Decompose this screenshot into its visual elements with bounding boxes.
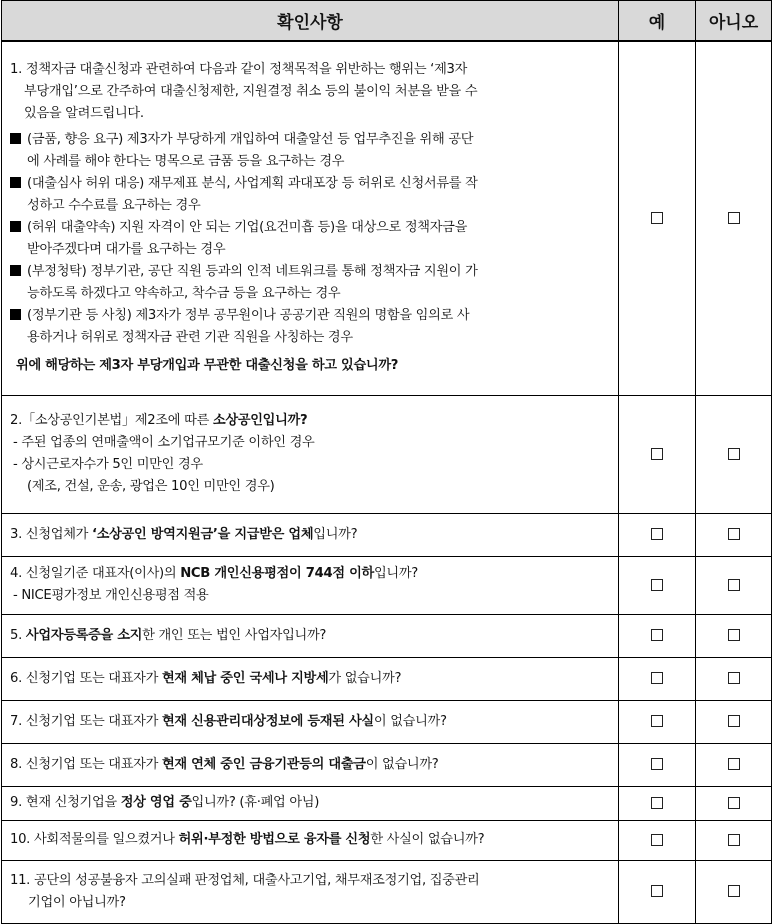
q3-yes-checkbox[interactable] xyxy=(651,528,663,540)
q1-line-1: 1. 정책자금 대출신청과 관련하여 다음과 같이 정책목적을 위반하는 행위는 ‘제3자 xyxy=(10,62,468,78)
q10-line xyxy=(10,829,608,851)
q9-line xyxy=(10,792,608,814)
q2-yes-checkbox[interactable] xyxy=(651,448,663,460)
q4-no-checkbox[interactable] xyxy=(728,579,740,591)
header-row xyxy=(2,1,772,42)
question-row-9 xyxy=(2,786,772,820)
q8-post: 이 없습니까? xyxy=(365,756,439,772)
q4-yes-cell xyxy=(619,556,696,614)
q10-no-checkbox[interactable] xyxy=(728,834,740,846)
q2-no-cell xyxy=(696,395,772,513)
q9-text: 9. 현재 신청기업을 xyxy=(10,795,121,810)
question-row-5 xyxy=(2,614,772,657)
q3-bold: ‘소상공인 방역지원금’을 지급받은 업체 xyxy=(91,526,314,542)
q8-bold: 현재 연체 중인 금융기관등의 대출금 xyxy=(161,756,366,772)
question-row-2 xyxy=(2,395,772,513)
q1-bullet-4-line-2: 능하도록 하겠다고 약속하고, 착수금 등을 요구하는 경우 xyxy=(27,286,341,302)
q1-bullet-3-line-2: 받아주겠다며 대가를 요구하는 경우 xyxy=(27,242,226,258)
q10-bold: 허위·부정한 방법으로 융자를 신청 xyxy=(178,832,371,847)
q10-post: 한 사실이 없습니까? xyxy=(370,832,485,847)
q5-line xyxy=(10,625,608,647)
question-row-10 xyxy=(2,820,772,860)
question-8 xyxy=(2,743,619,786)
q5-bold: 사업자등록증을 소지 xyxy=(25,627,143,643)
question-row-6 xyxy=(2,657,772,700)
square-bullet-icon xyxy=(10,265,21,276)
q9-no-cell xyxy=(696,786,772,820)
q3-post: 입니까? xyxy=(313,526,358,542)
q10-yes-cell xyxy=(619,820,696,860)
q4-yes-checkbox[interactable] xyxy=(651,579,663,591)
q11-no-cell xyxy=(696,860,772,923)
q7-no-checkbox[interactable] xyxy=(728,715,740,727)
q8-no-checkbox[interactable] xyxy=(728,758,740,770)
q2-sub-3: (제조, 건설, 운송, 광업은 10인 미만인 경우) xyxy=(27,479,275,494)
q2-bold: 소상공인입니까? xyxy=(212,413,308,428)
q3-no-checkbox[interactable] xyxy=(728,528,740,540)
q1-line-2: 부당개입’으로 간주하여 대출신청제한, 지원결정 취소 등의 불이익 처분을 받을 수 xyxy=(24,84,478,100)
q5-no-cell xyxy=(696,614,772,657)
q9-bold: 정상 영업 중 xyxy=(120,795,192,810)
header-no: 아니오 xyxy=(696,1,772,42)
q11-line-2: 기업이 아닙니까? xyxy=(28,894,126,910)
square-bullet-icon xyxy=(10,133,21,144)
header-yes: 예 xyxy=(619,1,696,42)
question-11 xyxy=(2,860,619,923)
q4-bold: NCB 개인신용평점이 744점 이하 xyxy=(180,566,374,581)
question-7 xyxy=(2,700,619,743)
question-row-1 xyxy=(2,41,772,395)
q1-bullet-5-line-2: 용하거나 허위로 정책자금 관련 기관 직원을 사칭하는 경우 xyxy=(27,330,353,346)
q7-yes-checkbox[interactable] xyxy=(651,715,663,727)
q8-yes-checkbox[interactable] xyxy=(651,758,663,770)
q8-yes-cell xyxy=(619,743,696,786)
q1-bullet-3-line-1: (허위 대출약속) 지원 자격이 안 되는 기업(요건미흡 등)을 대상으로 정책자금을 xyxy=(27,220,468,236)
q3-yes-cell xyxy=(619,513,696,556)
q11-yes-checkbox[interactable] xyxy=(651,885,663,897)
q6-yes-checkbox[interactable] xyxy=(651,672,663,684)
question-9 xyxy=(2,786,619,820)
q7-text: 7. 신청기업 또는 대표자가 xyxy=(10,713,162,729)
q1-bullet-4 xyxy=(10,261,608,283)
q9-yes-checkbox[interactable] xyxy=(651,797,663,809)
question-row-3 xyxy=(2,513,772,556)
q10-no-cell xyxy=(696,820,772,860)
q8-no-cell xyxy=(696,743,772,786)
q4-sub: - NICE평가정보 개인신용평점 적용 xyxy=(13,588,209,603)
q1-bullet-1-line-1: (금품, 향응 요구) 제3자가 부당하게 개입하여 대출알선 등 업무추진을 위해 공단 xyxy=(27,132,474,148)
question-1 xyxy=(2,41,619,395)
q7-no-cell xyxy=(696,700,772,743)
q1-no-cell xyxy=(696,41,772,395)
q9-post: 입니까? (휴·폐업 아님) xyxy=(191,795,320,810)
checklist-table xyxy=(1,0,772,924)
question-6 xyxy=(2,657,619,700)
q11-no-checkbox[interactable] xyxy=(728,885,740,897)
q10-yes-checkbox[interactable] xyxy=(651,834,663,846)
square-bullet-icon xyxy=(10,177,21,188)
q5-yes-checkbox[interactable] xyxy=(651,629,663,641)
q8-line xyxy=(10,754,608,776)
q10-text: 10. 사회적물의를 일으켰거나 xyxy=(10,832,179,847)
q1-line-3: 있음을 알려드립니다. xyxy=(24,106,144,122)
q8-text: 8. 신청기업 또는 대표자가 xyxy=(10,756,162,772)
question-4 xyxy=(2,556,619,614)
q1-bullet-2-line-1: (대출심사 허위 대응) 재무제표 분식, 사업계획 과대포장 등 허위로 신청서류를 작 xyxy=(27,176,478,192)
q7-line xyxy=(10,711,608,733)
q4-post: 입니까? xyxy=(373,566,418,581)
q9-yes-cell xyxy=(619,786,696,820)
question-row-8 xyxy=(2,743,772,786)
q3-line xyxy=(10,524,608,546)
question-row-4 xyxy=(2,556,772,614)
q1-bullet-1-line-2: 에 사례를 해야 한다는 명목으로 금품 등을 요구하는 경우 xyxy=(27,154,345,170)
q2-sub-2: - 상시근로자수가 5인 미만인 경우 xyxy=(13,457,203,472)
question-5 xyxy=(2,614,619,657)
q5-post: 한 개인 또는 법인 사업자입니까? xyxy=(142,627,327,643)
q2-line-1 xyxy=(10,410,608,432)
square-bullet-icon xyxy=(10,221,21,232)
q2-text: 2.「소상공인기본법」제2조에 따른 xyxy=(10,413,213,428)
q2-no-checkbox[interactable] xyxy=(728,448,740,460)
q2-yes-cell xyxy=(619,395,696,513)
q9-no-checkbox[interactable] xyxy=(728,797,740,809)
q1-bullet-4-line-1: (부정청탁) 정부기관, 공단 직원 등과의 인적 네트워크를 통해 정책자금 지원이 가 xyxy=(27,264,478,280)
q5-no-checkbox[interactable] xyxy=(728,629,740,641)
q6-text: 6. 신청기업 또는 대표자가 xyxy=(10,670,162,686)
q7-yes-cell xyxy=(619,700,696,743)
q1-summary: 위에 해당하는 제3자 부당개입과 무관한 대출신청을 하고 있습니까? xyxy=(16,358,399,374)
q1-bullet-1 xyxy=(10,129,608,151)
q1-no-checkbox[interactable] xyxy=(728,212,740,224)
q5-text: 5. xyxy=(10,627,26,643)
q1-bullet-2 xyxy=(10,173,608,195)
q7-post: 이 없습니까? xyxy=(373,713,447,729)
q6-line xyxy=(10,668,608,690)
q3-text: 3. 신청업체가 xyxy=(10,526,92,542)
question-2 xyxy=(2,395,619,513)
q6-yes-cell xyxy=(619,657,696,700)
question-row-7 xyxy=(2,700,772,743)
q1-bullet-5-line-1: (정부기관 등 사칭) 제3자가 정부 공무원이나 공공기관 직원의 명함을 임의로 사 xyxy=(27,308,470,324)
q1-yes-cell xyxy=(619,41,696,395)
question-row-11 xyxy=(2,860,772,923)
q1-bullet-2-line-2: 성하고 수수료를 요구하는 경우 xyxy=(27,198,201,214)
q4-text: 4. 신청일기준 대표자(이사)의 xyxy=(10,566,181,581)
q4-no-cell xyxy=(696,556,772,614)
q4-line xyxy=(10,563,608,585)
q3-no-cell xyxy=(696,513,772,556)
q1-bullet-3 xyxy=(10,217,608,239)
q6-bold: 현재 체납 중인 국세나 지방세 xyxy=(161,670,329,686)
q6-no-checkbox[interactable] xyxy=(728,672,740,684)
header-item: 확인사항 xyxy=(2,1,619,42)
q1-yes-checkbox[interactable] xyxy=(651,212,663,224)
q6-no-cell xyxy=(696,657,772,700)
q2-sub-1: - 주된 업종의 연매출액이 소기업규모기준 이하인 경우 xyxy=(13,435,315,450)
q11-line-1: 11. 공단의 성공불융자 고의실패 판정업체, 대출사고기업, 채무재조정기업, 집중관리 xyxy=(10,872,480,888)
q1-bullet-5 xyxy=(10,305,608,327)
q11-yes-cell xyxy=(619,860,696,923)
question-10 xyxy=(2,820,619,860)
q7-bold: 현재 신용관리대상정보에 등재된 사실 xyxy=(161,713,374,729)
square-bullet-icon xyxy=(10,309,21,320)
q6-post: 가 없습니까? xyxy=(328,670,402,686)
question-3 xyxy=(2,513,619,556)
q5-yes-cell xyxy=(619,614,696,657)
